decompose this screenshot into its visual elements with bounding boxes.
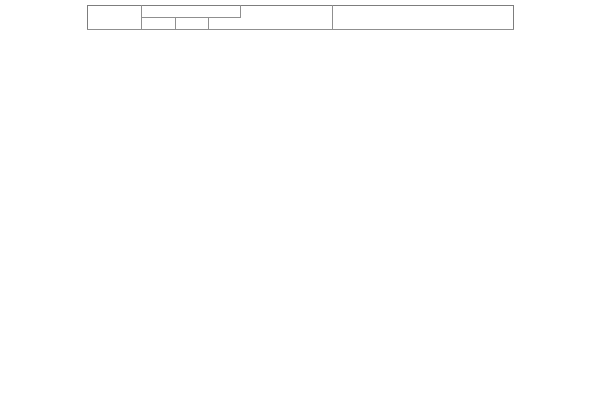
col-header-model (88, 6, 142, 30)
col-header-contact-form (142, 6, 241, 18)
spec-table (87, 5, 514, 395)
spec-table-header (88, 6, 514, 30)
col-header-changeover (209, 18, 241, 30)
col-header-normally-closed (176, 18, 209, 30)
col-header-delay (241, 6, 333, 30)
col-header-normally-open (142, 18, 176, 30)
col-header-wiring (333, 6, 514, 30)
spec-table-body (88, 30, 514, 395)
